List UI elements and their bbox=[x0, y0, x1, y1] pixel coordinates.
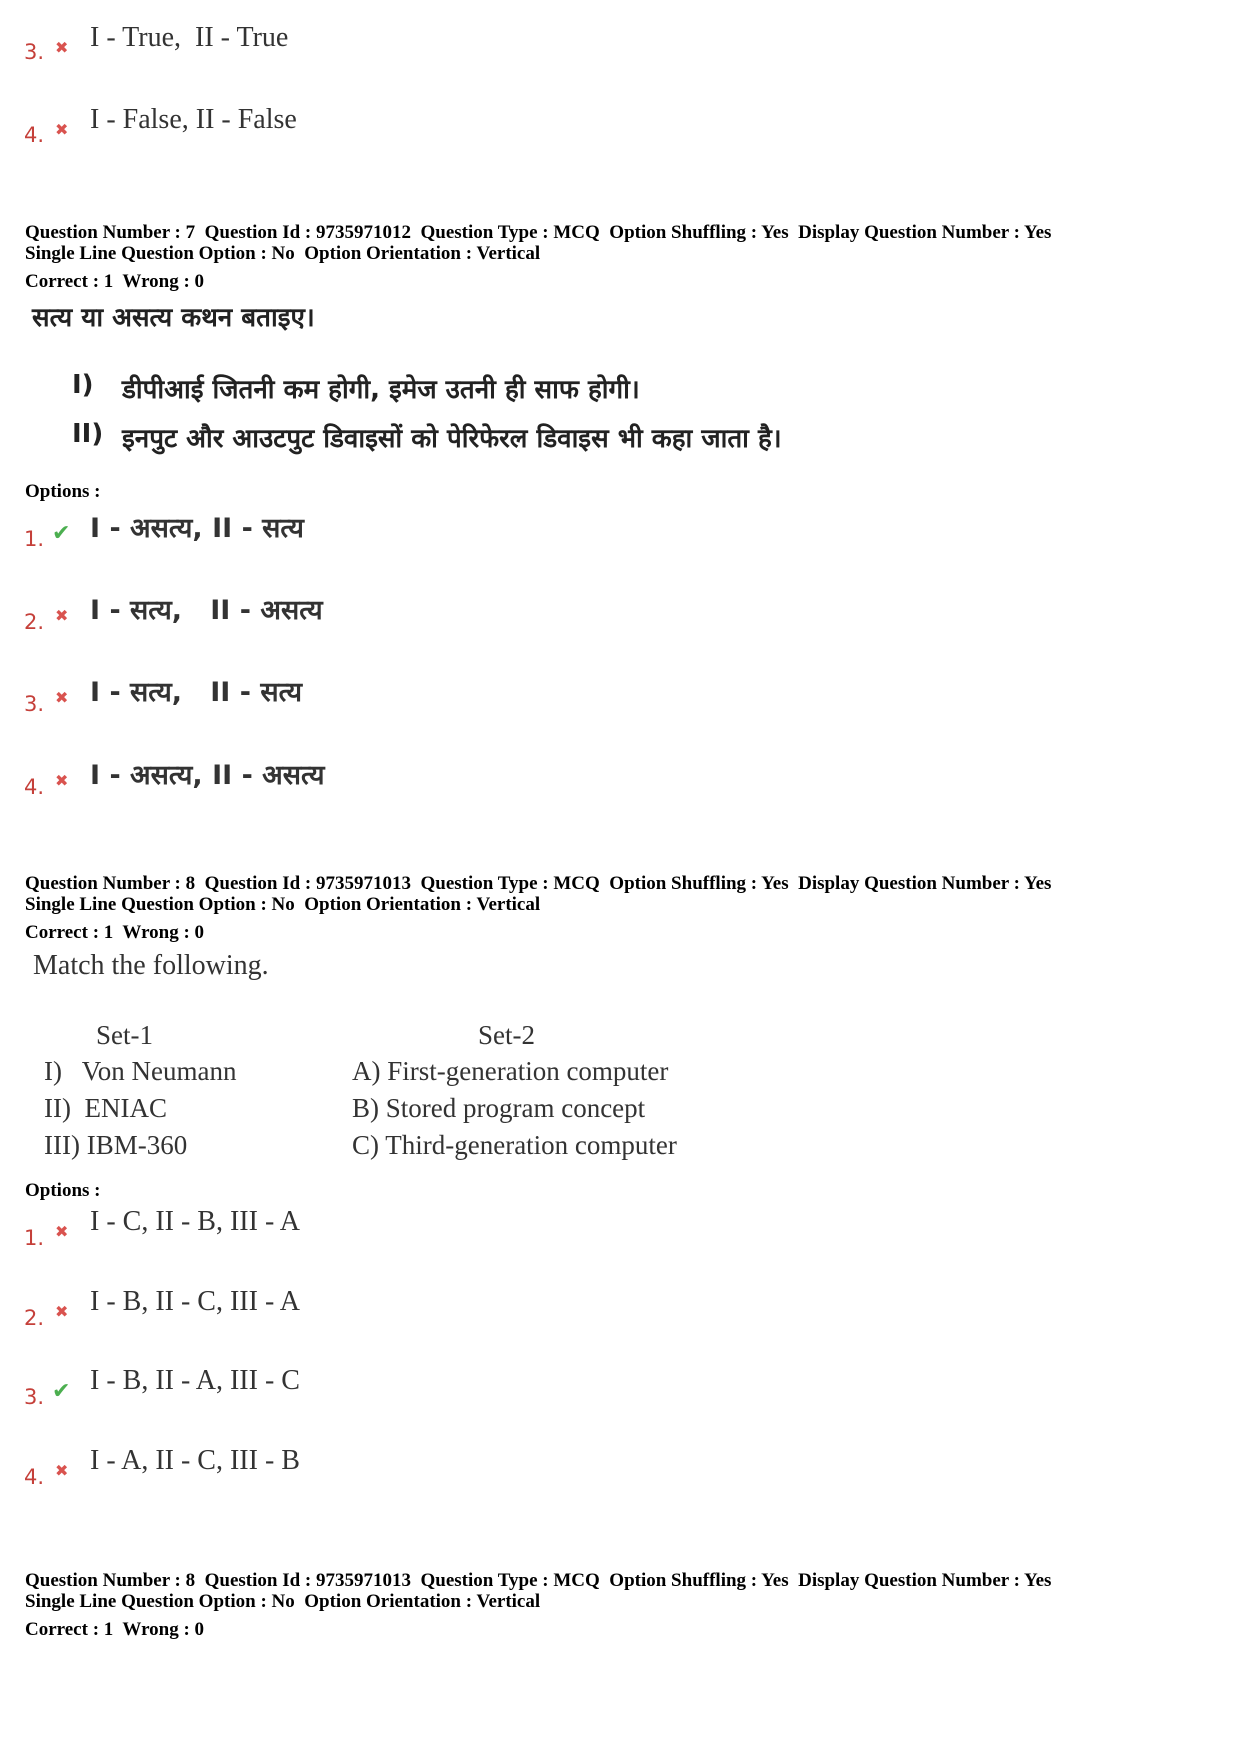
option-number: 2. bbox=[24, 1306, 45, 1330]
option-number: 3. bbox=[24, 40, 45, 64]
wrong-icon: ✖ bbox=[55, 606, 69, 625]
statement-label: I) bbox=[72, 370, 94, 400]
options-label: Options : bbox=[25, 1180, 101, 1201]
option-number: 3. bbox=[24, 692, 45, 716]
wrong-icon: ✖ bbox=[55, 688, 69, 707]
question-score-line: Correct : 1 Wrong : 0 bbox=[25, 922, 205, 943]
statement-label: II) bbox=[72, 419, 104, 449]
question-meta-line: Question Number : 8 Question Id : 9735971013 Question Type : MCQ Option Shuffling : Yes Display Question Number : Yes bbox=[25, 873, 1052, 894]
wrong-icon: ✖ bbox=[55, 1302, 69, 1321]
option-number: 2. bbox=[24, 610, 45, 634]
wrong-icon: ✖ bbox=[55, 1461, 69, 1480]
set-2-item: C) Third-generation computer bbox=[352, 1130, 677, 1160]
question-meta-line: Single Line Question Option : No Option Orientation : Vertical bbox=[25, 1591, 541, 1612]
set-2-header: Set-2 bbox=[478, 1020, 535, 1050]
option-text: I - True, II - True bbox=[90, 22, 289, 53]
question-prompt: Match the following. bbox=[33, 950, 269, 981]
option-number: 4. bbox=[24, 123, 45, 147]
option-text: I - B, II - C, III - A bbox=[90, 1286, 300, 1317]
option-text: I - C, II - B, III - A bbox=[90, 1206, 300, 1237]
set-2-item: A) First-generation computer bbox=[352, 1056, 669, 1086]
set-1-item: III) IBM-360 bbox=[44, 1130, 188, 1160]
correct-icon: ✔ bbox=[52, 521, 71, 546]
wrong-icon: ✖ bbox=[55, 771, 69, 790]
statement-text: डीपीआई जितनी कम होगी, इमेज उतनी ही साफ होगी। bbox=[122, 375, 640, 405]
option-text: I - असत्य, II - सत्य bbox=[90, 513, 304, 544]
question-meta-line: Question Number : 8 Question Id : 9735971013 Question Type : MCQ Option Shuffling : Yes Display Question Number : Yes bbox=[25, 1570, 1052, 1591]
set-1-item: II) ENIAC bbox=[44, 1093, 167, 1123]
question-prompt: सत्य या असत्य कथन बताइए। bbox=[32, 303, 315, 333]
option-text: I - False, II - False bbox=[90, 104, 297, 135]
option-text: I - असत्य, II - असत्य bbox=[90, 760, 325, 791]
question-meta-line: Question Number : 7 Question Id : 9735971012 Question Type : MCQ Option Shuffling : Yes Display Question Number : Yes bbox=[25, 222, 1052, 243]
statement-text: इनपुट और आउटपुट डिवाइसों को पेरिफेरल डिवाइस भी कहा जाता है। bbox=[122, 424, 782, 454]
option-text: I - सत्य, II - असत्य bbox=[90, 595, 323, 626]
option-number: 4. bbox=[24, 1465, 45, 1489]
wrong-icon: ✖ bbox=[55, 38, 69, 57]
question-score-line: Correct : 1 Wrong : 0 bbox=[25, 271, 205, 292]
wrong-icon: ✖ bbox=[55, 120, 69, 139]
wrong-icon: ✖ bbox=[55, 1222, 69, 1241]
option-text: I - A, II - C, III - B bbox=[90, 1445, 300, 1476]
set-2-item: B) Stored program concept bbox=[352, 1093, 646, 1123]
option-text: I - सत्य, II - सत्य bbox=[90, 677, 303, 708]
question-meta-line: Single Line Question Option : No Option Orientation : Vertical bbox=[25, 243, 541, 264]
question-meta-line: Single Line Question Option : No Option Orientation : Vertical bbox=[25, 894, 541, 915]
option-number: 4. bbox=[24, 775, 45, 799]
question-score-line: Correct : 1 Wrong : 0 bbox=[25, 1619, 205, 1640]
option-text: I - B, II - A, III - C bbox=[90, 1365, 300, 1396]
correct-icon: ✔ bbox=[52, 1379, 71, 1404]
options-label: Options : bbox=[25, 481, 101, 502]
option-number: 3. bbox=[24, 1385, 45, 1409]
option-number: 1. bbox=[24, 1226, 45, 1250]
set-1-item: I) Von Neumann bbox=[44, 1056, 237, 1086]
option-number: 1. bbox=[24, 527, 45, 551]
set-1-header: Set-1 bbox=[96, 1020, 153, 1050]
